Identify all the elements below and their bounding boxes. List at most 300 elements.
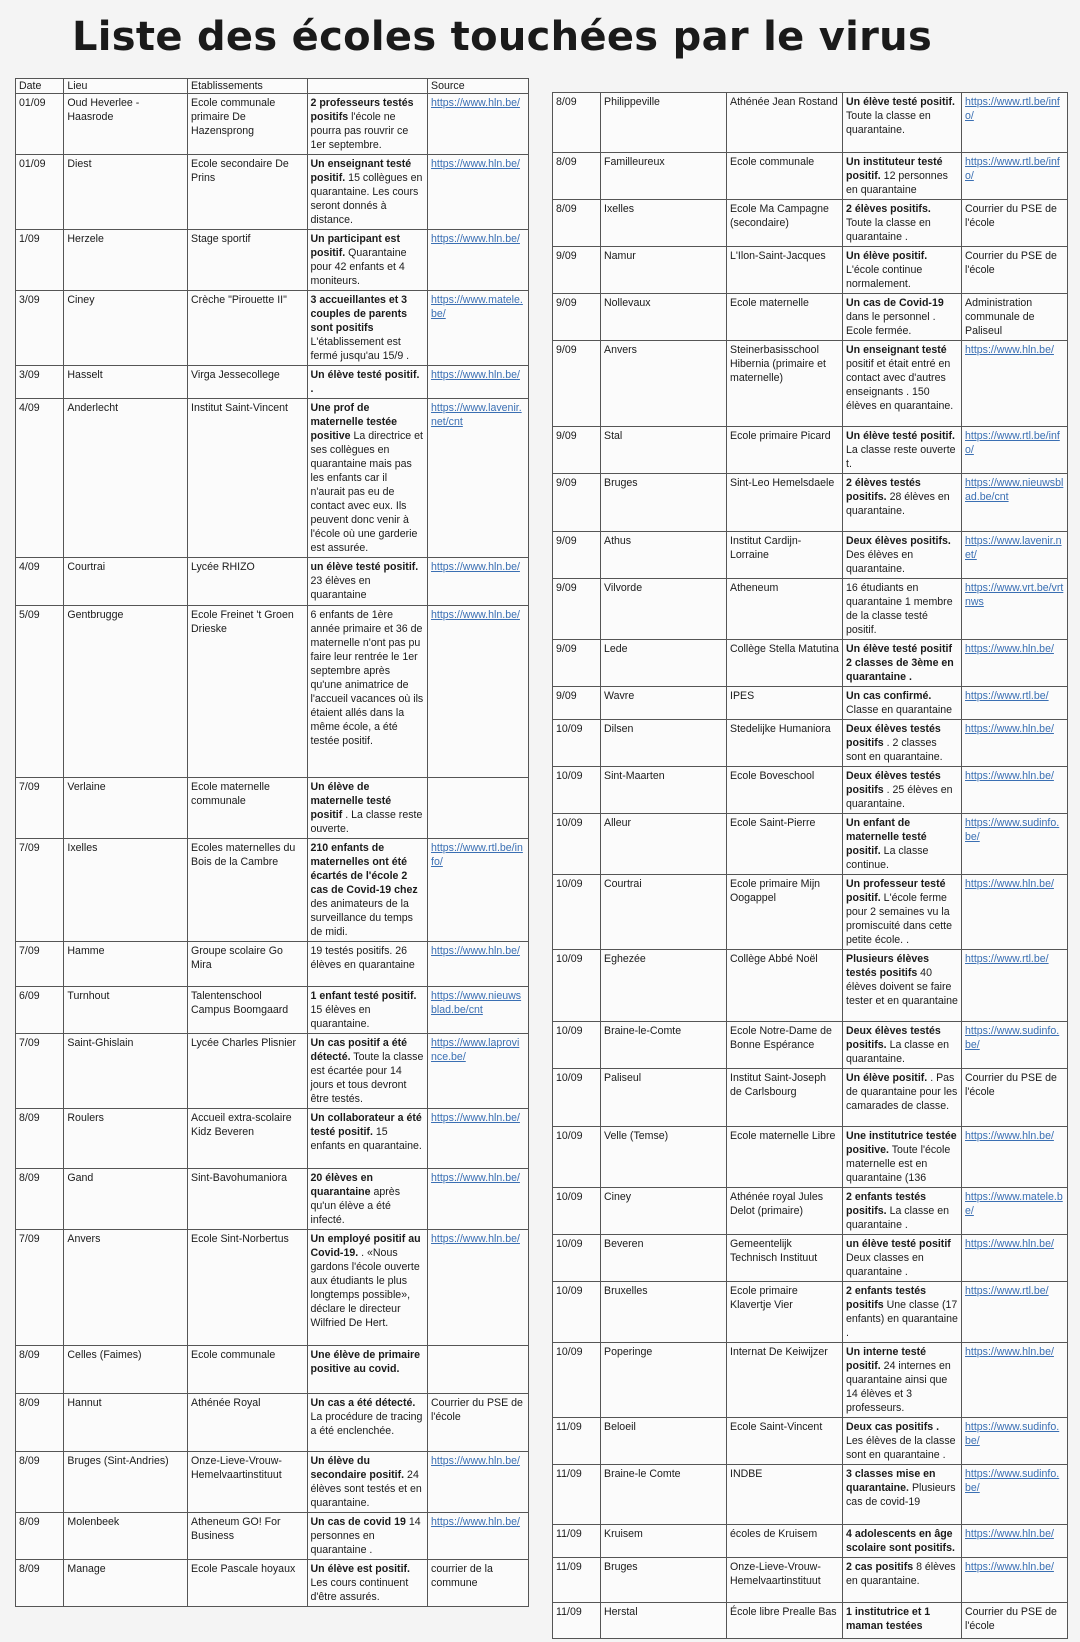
- source-link[interactable]: https://www.rtl.be/: [965, 690, 1049, 702]
- source-link[interactable]: https://www.hln.be/: [965, 878, 1054, 890]
- cell-etablissement-text: Sint-Bavohumaniora: [191, 1172, 288, 1184]
- cell-source: [428, 155, 529, 230]
- source-link[interactable]: https://www.hln.be/: [965, 1130, 1054, 1142]
- cell-lieu-text: Anderlecht: [67, 402, 119, 414]
- table-row: [553, 687, 1068, 720]
- cell-date-text: 10/09: [556, 1025, 583, 1037]
- description-bold: Deux élèves positifs.: [846, 535, 951, 547]
- cell-lieu: [64, 155, 188, 230]
- description-text: 15 collègues en quarantaine. Les cours seront donnés à distance.: [310, 172, 423, 226]
- cell-date: [16, 1560, 64, 1607]
- source-link[interactable]: https://www.hln.be/: [965, 1238, 1054, 1250]
- cell-date: [16, 230, 64, 291]
- cell-date-text: 01/09: [19, 97, 46, 109]
- cell-lieu: [64, 839, 188, 942]
- table-body-right: [553, 93, 1068, 1639]
- cell-date: [553, 687, 601, 720]
- table-row: [553, 1069, 1068, 1127]
- source-link[interactable]: https://www.hln.be/: [965, 643, 1054, 655]
- cell-etablissement-text: Ecole communale: [730, 156, 815, 168]
- cell-lieu-text: Diest: [67, 158, 92, 170]
- description-text: 14 personnes en quarantaine .: [310, 1516, 421, 1556]
- source-link[interactable]: https://www.rtl.be/info/: [965, 96, 1060, 122]
- cell-date: [553, 1022, 601, 1069]
- cell-source: [962, 1343, 1068, 1418]
- cell-lieu-text: Hannut: [67, 1397, 102, 1409]
- header-date: Date: [16, 79, 64, 94]
- cell-date: [16, 1346, 64, 1394]
- cell-description: [307, 1346, 428, 1394]
- cell-description: [843, 767, 962, 814]
- table-row: [553, 93, 1068, 153]
- cell-date-text: 8/09: [556, 96, 577, 108]
- table-row: [553, 814, 1068, 875]
- cell-date: [553, 640, 601, 687]
- cell-etablissement: [188, 366, 307, 399]
- source-link[interactable]: https://www.lavenir.net/: [965, 535, 1062, 561]
- description-text: Une classe (17 enfants) en quarantaine .: [846, 1299, 958, 1339]
- cell-date: [16, 778, 64, 839]
- cell-etablissement: [188, 1394, 307, 1452]
- source-link[interactable]: https://www.vrt.be/vrtnws: [965, 582, 1064, 608]
- cell-date-text: 9/09: [556, 643, 577, 655]
- source-link[interactable]: https://www.matele.be/: [431, 294, 523, 320]
- cell-etablissement: [727, 875, 843, 950]
- cell-etablissement: [727, 767, 843, 814]
- cell-lieu: [64, 987, 188, 1034]
- cell-lieu: [601, 1525, 727, 1558]
- cell-date: [16, 839, 64, 942]
- table-row: [16, 230, 529, 291]
- cell-description: [307, 1394, 428, 1452]
- cell-date: [553, 1343, 601, 1418]
- cell-date-text: 8/09: [19, 1455, 40, 1467]
- cell-date: [553, 1418, 601, 1465]
- cell-date: [553, 1188, 601, 1235]
- source-link[interactable]: https://www.rtl.be/info/: [431, 842, 523, 868]
- cell-lieu: [601, 341, 727, 427]
- source-link[interactable]: https://www.hln.be/: [431, 1233, 520, 1245]
- table-row: [553, 875, 1068, 950]
- source-link[interactable]: https://www.hln.be/: [431, 1112, 520, 1124]
- description-text: 8 élèves en quarantaine.: [846, 1561, 956, 1587]
- cell-date-text: 4/09: [19, 561, 40, 573]
- cell-etablissement-text: Ecole Notre-Dame de Bonne Espérance: [730, 1025, 832, 1051]
- cell-date: [16, 1230, 64, 1346]
- table-row: [553, 341, 1068, 427]
- source-link[interactable]: https://www.laprovince.be/: [431, 1037, 520, 1063]
- cell-description: [843, 153, 962, 200]
- source-link[interactable]: https://www.hln.be/: [965, 344, 1054, 356]
- cell-date-text: 11/09: [556, 1528, 582, 1540]
- cell-date: [553, 1558, 601, 1603]
- source-link[interactable]: https://www.hln.be/: [431, 1172, 520, 1184]
- source-link[interactable]: https://www.nieuwsblad.be/cnt: [965, 477, 1064, 503]
- cell-description: [843, 200, 962, 247]
- description-text: dans le personnel . Ecole fermée.: [846, 311, 936, 337]
- cell-date-text: 8/09: [19, 1112, 40, 1124]
- cell-lieu-text: Molenbeek: [67, 1516, 120, 1528]
- source-link[interactable]: https://www.hln.be/: [431, 369, 520, 381]
- cell-etablissement: [727, 341, 843, 427]
- cell-lieu: [601, 200, 727, 247]
- cell-etablissement-text: Stedelijke Humaniora: [730, 723, 831, 735]
- cell-lieu-text: Beloeil: [604, 1421, 636, 1433]
- source-link[interactable]: https://www.hln.be/: [431, 561, 520, 573]
- table-row: [553, 474, 1068, 532]
- cell-date-text: 9/09: [556, 582, 577, 594]
- cell-etablissement-text: Lycée RHIZO: [191, 561, 255, 573]
- cell-lieu: [64, 230, 188, 291]
- cell-description: [843, 247, 962, 294]
- description-text: . La classe reste ouverte.: [310, 809, 423, 835]
- source-link[interactable]: https://www.hln.be/: [431, 1516, 520, 1528]
- cell-date-text: 10/09: [556, 953, 583, 965]
- description-text: 15 élèves en quarantaine.: [310, 1004, 371, 1030]
- source-link[interactable]: https://www.hln.be/: [965, 770, 1054, 782]
- description-bold: Un enfant de maternelle testé positif.: [846, 817, 927, 857]
- source-link[interactable]: https://www.sudinfo.be/: [965, 817, 1060, 843]
- cell-date-text: 9/09: [556, 535, 577, 547]
- cell-etablissement: [727, 247, 843, 294]
- cell-lieu: [601, 1069, 727, 1127]
- source-link[interactable]: https://www.hln.be/: [431, 1455, 520, 1467]
- cell-source: [962, 640, 1068, 687]
- description-bold: Un élève est positif.: [310, 1563, 410, 1575]
- cell-description: [307, 1230, 428, 1346]
- cell-source: [428, 291, 529, 366]
- description-bold: Un cas confirmé.: [846, 690, 932, 702]
- cell-etablissement-text: Athénée royal Jules Delot (primaire): [730, 1191, 824, 1217]
- cell-lieu-text: Alleur: [604, 817, 632, 829]
- cell-lieu-text: Ciney: [67, 294, 95, 306]
- description-text: des animateurs de la surveillance du temps de midi.: [310, 898, 413, 938]
- cell-description: [307, 94, 428, 155]
- cell-lieu: [601, 1343, 727, 1418]
- cell-lieu-text: Lede: [604, 643, 628, 655]
- table-row: [553, 1525, 1068, 1558]
- cell-etablissement: [727, 1069, 843, 1127]
- cell-lieu-text: Braine-le-Comte: [604, 1025, 682, 1037]
- cell-date-text: 01/09: [19, 158, 46, 170]
- cell-description: [843, 474, 962, 532]
- cell-date-text: 7/09: [19, 1037, 40, 1049]
- cell-lieu: [601, 532, 727, 579]
- description-text: La classe en quarantaine.: [846, 1039, 950, 1065]
- table-row: [16, 987, 529, 1034]
- description-text: Quarantaine pour 42 enfants et 4 moniteurs.: [310, 247, 407, 287]
- cell-date: [553, 294, 601, 341]
- cell-lieu-text: Poperinge: [604, 1346, 653, 1358]
- cell-etablissement: [188, 1169, 307, 1230]
- source-link[interactable]: https://www.rtl.be/: [965, 1285, 1049, 1297]
- cell-etablissement: [188, 1513, 307, 1560]
- description-text: Toute la classe en quarantaine.: [846, 110, 931, 136]
- cell-description: [843, 1343, 962, 1418]
- description-bold: Deux élèves testés positifs: [846, 770, 941, 796]
- cell-source: [962, 950, 1068, 1022]
- cell-etablissement-text: Stage sportif: [191, 233, 251, 245]
- cell-date-text: 10/09: [556, 770, 583, 782]
- cell-source: [962, 1188, 1068, 1235]
- source-link[interactable]: https://www.sudinfo.be/: [965, 1468, 1060, 1494]
- cell-date-text: 10/09: [556, 1130, 583, 1142]
- cell-etablissement: [727, 814, 843, 875]
- description-bold: Une prof de maternelle testée positive: [310, 402, 398, 442]
- description-bold: Un élève testé positif. .: [310, 369, 420, 395]
- cell-lieu-text: Roulers: [67, 1112, 104, 1124]
- cell-lieu-text: Hasselt: [67, 369, 103, 381]
- cell-date-text: 5/09: [19, 609, 40, 621]
- source-text: courrier de la commune: [431, 1563, 493, 1589]
- table-row: [553, 640, 1068, 687]
- cell-date: [553, 153, 601, 200]
- description-text: L'école continue normalement.: [846, 264, 923, 290]
- description-bold: Deux élèves testés positifs.: [846, 1025, 941, 1051]
- cell-etablissement: [188, 1034, 307, 1109]
- cell-source: [428, 1560, 529, 1607]
- source-text: Courrier du PSE de l'école: [965, 250, 1057, 276]
- cell-source: [962, 532, 1068, 579]
- cell-date-text: 9/09: [556, 297, 577, 309]
- cell-description: [843, 579, 962, 640]
- description-bold: Un instituteur testé positif.: [846, 156, 943, 182]
- description-text: 6 enfants de 1ère année primaire et 36 de maternelle n'ont pas pu faire leur rentrée le 1er septembre après qu'une animatrice de l'accueil vacances où ils étaient allés dans la même école, a été testée positif.: [310, 609, 424, 747]
- cell-description: [843, 1069, 962, 1127]
- description-text: La directrice et ses collègues en quarantaine mais pas les enfants car il n'aurait pas eu de contact avec eux. Ils peuvent donc venir à l'école où une garderie est assurée.: [310, 430, 423, 554]
- source-text: Courrier du PSE de l'école: [965, 1072, 1057, 1098]
- cell-lieu: [64, 606, 188, 778]
- cell-lieu-text: Verlaine: [67, 781, 106, 793]
- description-text: La procédure de tracing a été enclenchée.: [310, 1411, 423, 1437]
- cell-etablissement-text: Ecole maternelle Libre: [730, 1130, 836, 1142]
- source-link[interactable]: https://www.hln.be/: [965, 1528, 1054, 1540]
- cell-lieu-text: Gentbrugge: [67, 609, 124, 621]
- cell-date-text: 7/09: [19, 842, 40, 854]
- source-link[interactable]: https://www.hln.be/: [965, 1346, 1054, 1358]
- source-link[interactable]: https://www.matele.be/: [965, 1191, 1063, 1217]
- cell-date: [553, 1069, 601, 1127]
- cell-lieu-text: Sint-Maarten: [604, 770, 665, 782]
- description-bold: 3 classes mise en quarantaine.: [846, 1468, 936, 1494]
- description-bold: Un participant est positif.: [310, 233, 400, 259]
- cell-etablissement: [727, 1188, 843, 1235]
- cell-etablissement: [727, 200, 843, 247]
- cell-source: [428, 366, 529, 399]
- cell-source: [428, 1109, 529, 1169]
- source-link[interactable]: https://www.hln.be/: [431, 158, 520, 170]
- cell-lieu: [601, 1188, 727, 1235]
- table-row: [16, 942, 529, 987]
- cell-date: [553, 1465, 601, 1525]
- description-text: 15 enfants en quarantaine.: [310, 1126, 422, 1152]
- cell-etablissement-text: Athénée Jean Rostand: [730, 96, 838, 108]
- cell-date-text: 6/09: [19, 990, 40, 1002]
- cell-lieu-text: Nollevaux: [604, 297, 651, 309]
- cell-lieu-text: Velle (Temse): [604, 1130, 669, 1142]
- cell-etablissement-text: Ecoles maternelles du Bois de la Cambre: [191, 842, 296, 868]
- cell-description: [843, 1558, 962, 1603]
- description-bold: Un élève positif.: [846, 250, 928, 262]
- description-bold: Un élève testé positif.: [846, 430, 955, 442]
- source-link[interactable]: https://www.rtl.be/info/: [965, 430, 1060, 456]
- description-bold: Un cas de covid 19: [310, 1516, 406, 1528]
- cell-source: [428, 839, 529, 942]
- cell-date: [553, 93, 601, 153]
- cell-etablissement: [188, 606, 307, 778]
- cell-date-text: 11/09: [556, 1606, 582, 1618]
- source-link[interactable]: https://www.hln.be/: [431, 233, 520, 245]
- cell-lieu-text: Familleureux: [604, 156, 665, 168]
- cell-etablissement-text: Gemeentelijk Technisch Instituut: [730, 1238, 818, 1264]
- description-text: Les élèves de la classe sont en quarantaine .: [846, 1435, 956, 1461]
- cell-etablissement: [188, 94, 307, 155]
- cell-etablissement: [188, 1346, 307, 1394]
- source-text: Courrier du PSE de l'école: [431, 1397, 523, 1423]
- source-link[interactable]: https://www.hln.be/: [965, 723, 1054, 735]
- table-row: [16, 94, 529, 155]
- table-row: [16, 1169, 529, 1230]
- source-link[interactable]: https://www.hln.be/: [431, 945, 520, 957]
- cell-etablissement: [727, 1343, 843, 1418]
- cell-description: [307, 1452, 428, 1513]
- cell-source: [962, 687, 1068, 720]
- cell-date: [553, 1525, 601, 1558]
- description-text: Toute la classe en quarantaine .: [846, 217, 931, 243]
- cell-etablissement: [727, 1022, 843, 1069]
- source-link[interactable]: https://www.rtl.be/: [965, 953, 1049, 965]
- table-row: [553, 1558, 1068, 1603]
- source-link[interactable]: https://www.nieuwsblad.be/cnt: [431, 990, 522, 1016]
- source-link[interactable]: https://www.lavenir.net/cnt: [431, 402, 522, 428]
- cell-etablissement-text: Institut Cardijn-Lorraine: [730, 535, 802, 561]
- cell-lieu: [601, 687, 727, 720]
- cell-date-text: 1/09: [19, 233, 40, 245]
- cell-source: [428, 606, 529, 778]
- cell-date-text: 8/09: [556, 156, 577, 168]
- description-bold: 3 accueillantes et 3 couples de parents sont positifs: [310, 294, 408, 334]
- description-bold: 2 enfants testés positifs.: [846, 1191, 927, 1217]
- cell-lieu: [601, 1558, 727, 1603]
- cell-date-text: 11/09: [556, 1561, 582, 1573]
- cell-date-text: 10/09: [556, 723, 583, 735]
- source-link[interactable]: https://www.hln.be/: [431, 609, 520, 621]
- cell-etablissement-text: Ecole communale primaire De Hazensprong: [191, 97, 276, 137]
- description-bold: 1 institutrice et 1 maman testées: [846, 1606, 931, 1632]
- source-text: Courrier du PSE de l'école: [965, 203, 1057, 229]
- table-row: [553, 950, 1068, 1022]
- description-text: 19 testés positifs. 26 élèves en quarantaine: [310, 945, 415, 971]
- description-bold: Une institutrice testée positive.: [846, 1130, 957, 1156]
- source-link[interactable]: https://www.rtl.be/info/: [965, 156, 1060, 182]
- cell-source: [962, 1418, 1068, 1465]
- cell-description: [843, 814, 962, 875]
- description-bold: un élève testé positif: [846, 1238, 951, 1250]
- description-text: Toute l'école maternelle est en quarantaine (136: [846, 1144, 951, 1184]
- cell-date: [553, 1235, 601, 1282]
- cell-lieu-text: Namur: [604, 250, 636, 262]
- cell-source: [428, 1034, 529, 1109]
- cell-etablissement-text: Collège Abbé Noël: [730, 953, 818, 965]
- cell-lieu-text: Saint-Ghislain: [67, 1037, 134, 1049]
- cell-etablissement: [727, 294, 843, 341]
- cell-lieu-text: Ciney: [604, 1191, 632, 1203]
- cell-date-text: 7/09: [19, 1233, 40, 1245]
- table-row: [16, 1513, 529, 1560]
- source-link[interactable]: https://www.hln.be/: [965, 1561, 1054, 1573]
- cell-date: [16, 1513, 64, 1560]
- source-link[interactable]: https://www.sudinfo.be/: [965, 1025, 1060, 1051]
- cell-etablissement-text: Ecole Sint-Norbertus: [191, 1233, 289, 1245]
- table-row: [16, 778, 529, 839]
- cell-description: [307, 291, 428, 366]
- description-bold: Deux cas positifs .: [846, 1421, 940, 1433]
- header-lieu: Lieu: [64, 79, 188, 94]
- cell-lieu: [64, 778, 188, 839]
- cell-description: [843, 1022, 962, 1069]
- cell-etablissement: [188, 778, 307, 839]
- source-text: Administration communale de Paliseul: [965, 297, 1035, 337]
- source-link[interactable]: https://www.sudinfo.be/: [965, 1421, 1060, 1447]
- description-text: Les cours continuent d'être assurés.: [310, 1577, 409, 1603]
- cell-description: [307, 987, 428, 1034]
- cell-description: [307, 1169, 428, 1230]
- cell-description: [307, 1034, 428, 1109]
- cell-date-text: 11/09: [556, 1468, 582, 1480]
- description-bold: Un élève testé positif 2 classes de 3ème en quarantaine .: [846, 643, 954, 683]
- cell-description: [843, 1188, 962, 1235]
- description-bold: 2 professeurs testés positifs: [310, 97, 414, 123]
- cell-etablissement: [188, 155, 307, 230]
- cell-lieu-text: Paliseul: [604, 1072, 642, 1084]
- cell-lieu: [601, 474, 727, 532]
- description-bold: Un cas a été détecté.: [310, 1397, 416, 1409]
- source-link[interactable]: https://www.hln.be/: [431, 97, 520, 109]
- cell-description: [843, 1127, 962, 1188]
- cell-lieu-text: Anvers: [67, 1233, 101, 1245]
- cell-etablissement: [188, 1109, 307, 1169]
- cell-date-text: 8/09: [19, 1563, 40, 1575]
- cell-source: [962, 1603, 1068, 1639]
- cell-lieu: [601, 427, 727, 474]
- cell-description: [843, 1603, 962, 1639]
- description-bold: Un enseignant testé: [846, 344, 947, 356]
- cell-etablissement-text: Virga Jessecollege: [191, 369, 280, 381]
- description-bold: 1 enfant testé positif.: [310, 990, 417, 1002]
- description-bold: Un élève du secondaire positif.: [310, 1455, 405, 1481]
- cell-etablissement: [727, 579, 843, 640]
- description-bold: Un élève de maternelle testé positif: [310, 781, 392, 821]
- cell-description: [307, 839, 428, 942]
- description-text: 40 élèves doivent se faire tester et en quarantaine: [846, 967, 958, 1007]
- description-text: après qu'un élève a été infecté.: [310, 1186, 400, 1226]
- cell-lieu: [64, 291, 188, 366]
- cell-etablissement-text: Ecole primaire Picard: [730, 430, 831, 442]
- cell-date-text: 9/09: [556, 250, 577, 262]
- cell-etablissement: [188, 1560, 307, 1607]
- cell-source: [962, 1465, 1068, 1525]
- table-row: [16, 1109, 529, 1169]
- cell-description: [307, 1109, 428, 1169]
- cell-description: [307, 606, 428, 778]
- cell-etablissement: [727, 1465, 843, 1525]
- table-row: [553, 247, 1068, 294]
- description-text: . «Nous gardons l'école ouverte aux étudiants le plus longtemps possible», déclare le directeur Wilfried De Hert.: [310, 1247, 420, 1329]
- cell-date-text: 8/09: [19, 1172, 40, 1184]
- cell-source: [962, 814, 1068, 875]
- cell-lieu: [64, 399, 188, 558]
- cell-date: [553, 532, 601, 579]
